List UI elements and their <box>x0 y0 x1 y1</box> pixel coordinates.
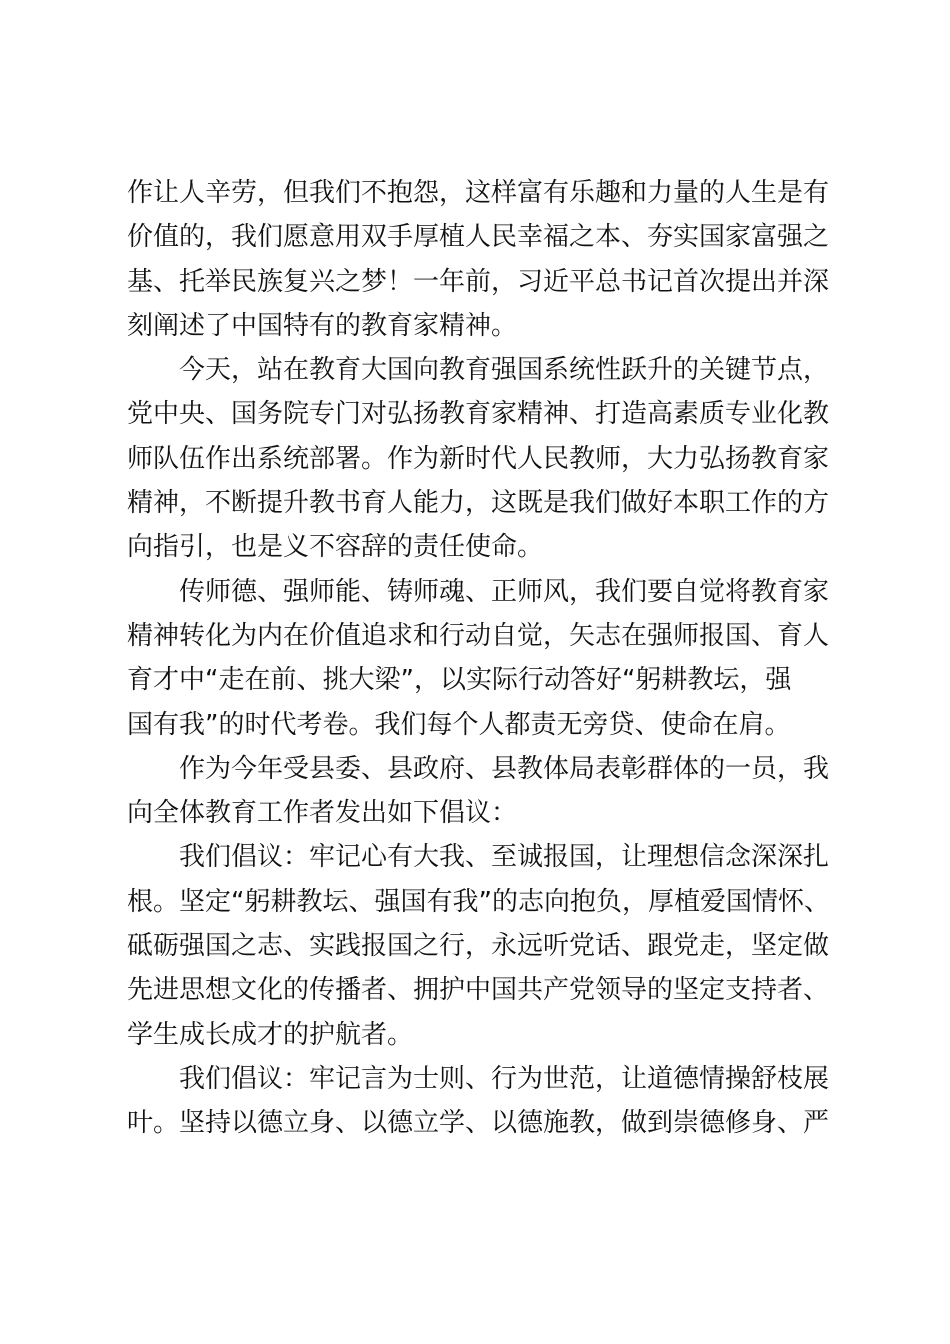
document-body <box>127 171 839 1146</box>
text-line: 传师德、强师能、铸师魂、正师风，我们要自觉将教育家 <box>127 576 830 607</box>
text-line: 党中央、国务院专门对弘扬教育家精神、打造高素质专业化教 <box>127 399 830 430</box>
text-line: 价值的，我们愿意用双手厚植人民幸福之本、夯实国家富强之 <box>127 222 830 253</box>
text-line: 向指引，也是义不容辞的责任使命。 <box>127 532 544 563</box>
text-line: 国有我”的时代考卷。我们每个人都责无旁贷、使命在肩。 <box>127 709 791 740</box>
text-line: 基、托举民族复兴之梦！一年前，习近平总书记首次提出并深 <box>127 266 830 297</box>
text-line: 刻阐述了中国特有的教育家精神。 <box>127 310 518 341</box>
text-line: 学生成长成才的护航者。 <box>127 1019 414 1050</box>
text-line: 作让人辛劳，但我们不抱怨，这样富有乐趣和力量的人生是有 <box>127 178 830 208</box>
text-line: 根。坚定“躬耕教坛、强国有我”的志向抱负，厚植爱国情怀、 <box>127 886 830 917</box>
text-line: 叶。坚持以德立身、以德立学、以德施教，做到崇德修身、严 <box>127 1108 830 1139</box>
text-line: 今天，站在教育大国向教育强国系统性跃升的关键节点， <box>127 355 830 386</box>
text-line: 精神，不断提升教书育人能力，这既是我们做好本职工作的方 <box>127 488 830 519</box>
text-line: 砥砺强国之志、实践报国之行，永远听党话、跟党走，坚定做 <box>127 931 830 962</box>
text-line: 向全体教育工作者发出如下倡议： <box>127 798 518 829</box>
text-line: 我们倡议：牢记心有大我、至诚报国，让理想信念深深扎 <box>127 842 830 873</box>
text-line: 作为今年受县委、县政府、县教体局表彰群体的一员，我 <box>127 753 830 784</box>
text-line: 先进思想文化的传播者、拥护中国共产党领导的坚定支持者、 <box>127 975 830 1006</box>
text-line: 育才中“走在前、挑大梁”，以实际行动答好“躬耕教坛，强 <box>127 665 792 696</box>
text-line: 精神转化为内在价值追求和行动自觉，矢志在强师报国、育人 <box>127 620 830 651</box>
text-line: 师队伍作出系统部署。作为新时代人民教师，大力弘扬教育家 <box>127 443 830 474</box>
text-line: 我们倡议：牢记言为士则、行为世范，让道德情操舒枝展 <box>127 1063 830 1094</box>
